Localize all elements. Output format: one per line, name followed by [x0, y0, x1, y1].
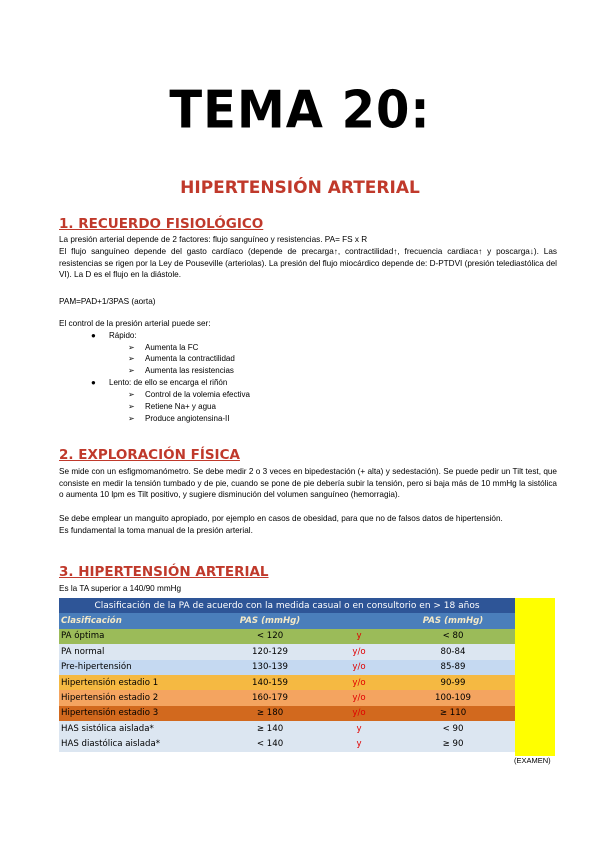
section-2-paragraph-1: Se mide con un esfigmomanómetro. Se debe medir 2 o 3 veces en bipedestación (+ alta) y sedestación). Se puede pedir un Tilt test, que consiste en medir la tensión tumbado y de pie, cuando se pone de pie debería subir la tensión, pero si baja más de 10 mmHg la sistólica o aumenta 10 lpm es Tilt positivo, y sugiere disminución del volumen sanguíneo (hemorragia). — [59, 467, 557, 500]
table-title-row — [59, 598, 515, 613]
list-item-rapido — [91, 330, 137, 341]
sublist-item — [128, 401, 216, 412]
section-3-heading: 3. HIPERTENSIÓN ARTERIAL — [59, 564, 269, 580]
sublist-item-label: Aumenta las resistencias — [145, 366, 234, 375]
row-pad-value: < 80 — [442, 631, 464, 642]
section-3-intro: Es la TA superior a 140/90 mmHg — [59, 584, 182, 593]
row-pas-value: 130-139 — [252, 662, 288, 673]
row-operator: y — [356, 631, 362, 642]
row-pad-value: 85-89 — [440, 662, 466, 673]
header-clasificacion: Clasificación — [61, 616, 122, 627]
section-2-paragraph-3: Es fundamental la toma manual de la presión arterial. — [59, 526, 253, 535]
row-label: Pre-hipertensión — [61, 662, 132, 673]
sublist-item — [128, 389, 250, 400]
pam-formula: PAM=PAD+1/3PAS (aorta) — [59, 297, 156, 306]
arrow-icon: ➢ — [128, 343, 135, 352]
header-pad: PAS (mmHg) — [422, 616, 484, 627]
row-pad-value: 90-99 — [440, 677, 466, 688]
bullet-icon: ● — [91, 331, 96, 340]
sublist-item-label: Aumenta la contractilidad — [145, 354, 235, 363]
row-label: HAS sistólica aislada* — [61, 723, 154, 734]
row-operator: y/o — [352, 646, 366, 657]
table-row — [59, 644, 515, 659]
sublist-item-label: Produce angiotensina-II — [145, 414, 230, 423]
table-row — [59, 629, 515, 644]
table-row — [59, 660, 515, 675]
row-label: PA óptima — [61, 631, 105, 642]
control-intro: El control de la presión arterial puede ser: — [59, 319, 211, 328]
section-2-paragraph-2: Se debe emplear un manguito apropiado, por ejemplo en casos de obesidad, para que no de falsos datos de hipertensión. — [59, 514, 503, 523]
row-operator: y/o — [352, 677, 366, 688]
row-pad-value: ≥ 90 — [442, 739, 464, 750]
sublist-item — [128, 353, 235, 364]
section-1-paragraph-1: La presión arterial depende de 2 factores: flujo sanguíneo y resistencias. PA= FS x R — [59, 235, 368, 244]
row-pas-value: < 120 — [256, 631, 284, 642]
table-title: Clasificación de la PA de acuerdo con la medida casual o en consultorio en > 18 años — [94, 600, 480, 611]
row-pad-value: < 90 — [442, 723, 464, 734]
sublist-item — [128, 413, 230, 424]
header-spacer — [327, 613, 391, 628]
row-label: Hipertensión estadio 1 — [61, 677, 159, 688]
row-pad-value: 100-109 — [435, 693, 471, 704]
section-1-paragraph-2: El flujo sanguíneo depende del gasto cardíaco (depende de precarga↑, contractilidad↑, frecuencia cardiaca↑ y poscarga↓). Las resistencias se rigen por la Ley de Pouseville (arteriolas). La presión del flujo miocárdico depende de: D-PTDVI (presión telediastólica del VI). La D es el flujo en la diástole. — [59, 247, 557, 280]
sublist-item — [128, 365, 234, 376]
sublist-item — [128, 342, 198, 353]
list-item-lento — [91, 377, 227, 388]
sublist-item-label: Retiene Na+ y agua — [145, 402, 216, 411]
row-pas-value: 120-129 — [252, 646, 288, 657]
row-label: PA normal — [61, 646, 105, 657]
arrow-icon: ➢ — [128, 366, 135, 375]
row-operator: y/o — [352, 662, 366, 673]
page-subtitle: HIPERTENSIÓN ARTERIAL — [180, 178, 420, 198]
table-row — [59, 721, 515, 736]
table-header-row — [59, 613, 515, 628]
row-pad-value: ≥ 110 — [439, 708, 467, 719]
row-pas-value: ≥ 180 — [256, 708, 284, 719]
page-title: TEMA 20: — [169, 79, 431, 141]
bullet-icon: ● — [91, 378, 96, 387]
highlight-marker — [515, 598, 555, 756]
row-operator: y — [356, 723, 362, 734]
row-pas-value: 140-159 — [252, 677, 288, 688]
section-1-heading: 1. RECUERDO FISIOLÓGICO — [59, 216, 264, 232]
arrow-icon: ➢ — [128, 390, 135, 399]
section-2-heading: 2. EXPLORACIÓN FÍSICA — [59, 447, 240, 463]
row-operator: y/o — [352, 693, 366, 704]
row-pas-value: 160-179 — [252, 693, 288, 704]
header-pas: PAS (mmHg) — [239, 616, 301, 627]
bp-classification-table — [59, 598, 515, 752]
row-label: Hipertensión estadio 3 — [61, 708, 159, 719]
exam-note: (EXAMEN) — [514, 756, 551, 765]
row-operator: y/o — [352, 708, 366, 719]
row-operator: y — [356, 739, 362, 750]
table-row — [59, 737, 515, 752]
table-row — [59, 675, 515, 690]
row-pad-value: 80-84 — [440, 646, 466, 657]
row-pas-value: < 140 — [256, 739, 284, 750]
sublist-item-label: Aumenta la FC — [145, 343, 199, 352]
table-row — [59, 706, 515, 721]
list-item-label: Lento: de ello se encarga el riñón — [109, 378, 228, 387]
arrow-icon: ➢ — [128, 414, 135, 423]
table-row — [59, 690, 515, 705]
arrow-icon: ➢ — [128, 354, 135, 363]
sublist-item-label: Control de la volemia efectiva — [145, 390, 250, 399]
arrow-icon: ➢ — [128, 402, 135, 411]
row-label: HAS diastólica aislada* — [61, 739, 161, 750]
row-label: Hipertensión estadio 2 — [61, 693, 159, 704]
list-item-label: Rápido: — [109, 331, 137, 340]
row-pas-value: ≥ 140 — [256, 723, 284, 734]
